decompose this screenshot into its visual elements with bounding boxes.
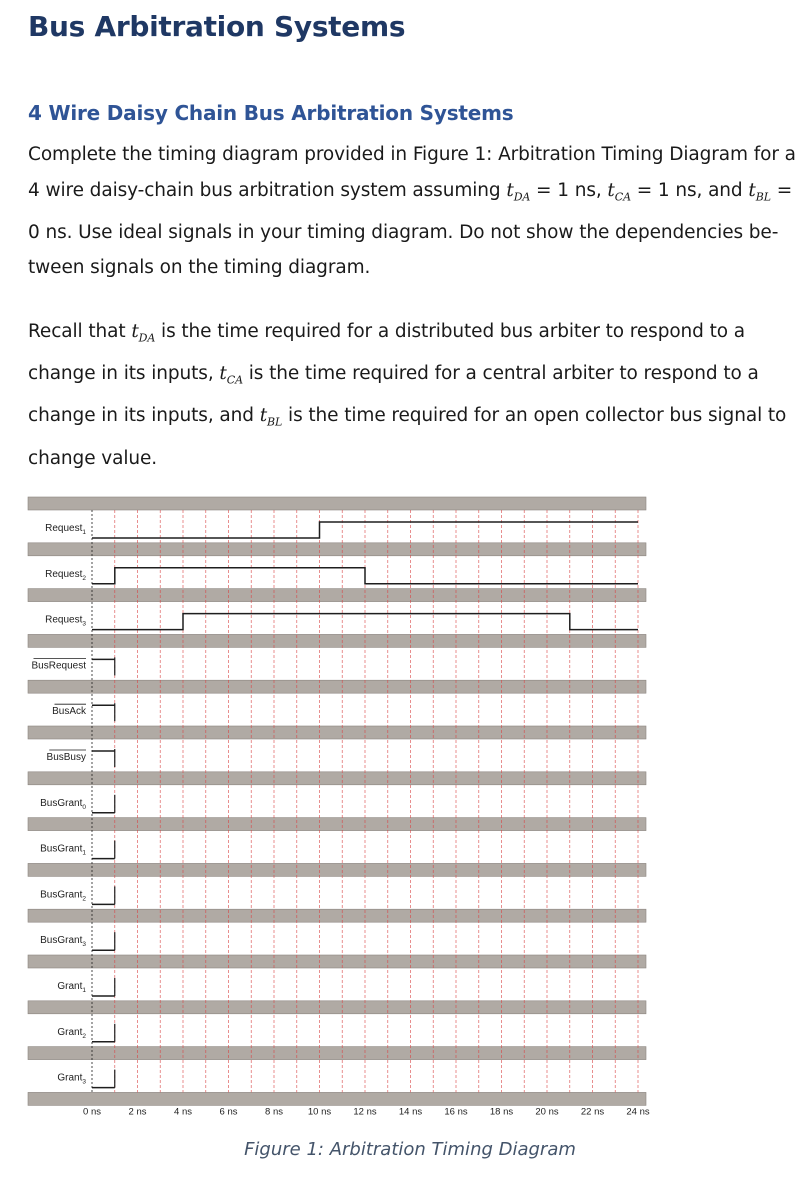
x-tick-label: 18 ns: [489, 1106, 514, 1118]
x-tick-label: 22 ns: [580, 1106, 605, 1118]
t-da-symbol: $t_{DA}$: [506, 179, 531, 204]
signal-label: BusGrant$_2$: [40, 889, 86, 903]
problem-paragraph: [28, 137, 798, 286]
x-tick-label: 2 ns: [128, 1106, 147, 1118]
x-tick-label: 12 ns: [353, 1106, 377, 1118]
p2-part3: is the time required for an open collector bus signal to change value.: [28, 405, 787, 469]
signal-label: BusGrant$_1$: [40, 843, 86, 857]
signal-label: BusGrant$_0$: [40, 797, 86, 811]
separator-band: [28, 1001, 646, 1014]
t-da-symbol: $t_{DA}$: [131, 321, 156, 345]
p1-eq2: = 1 ns, and: [630, 179, 749, 201]
x-tick-label: 8 ns: [265, 1106, 283, 1118]
signal-label: BusRequest: [31, 660, 86, 672]
signal-label: BusAck: [52, 706, 86, 718]
p1-eq3: = 0 ns. Use ideal signals in your timing diagram. Do not show the dependencies be-tween signals on the timing diagram.: [28, 179, 793, 279]
signal-label: BusBusy: [46, 752, 86, 763]
x-tick-label: 20 ns: [535, 1106, 559, 1118]
separator-band: [28, 818, 646, 831]
signal-label: Request$_2$: [45, 568, 86, 582]
signal-label: BusGrant$_3$: [40, 935, 86, 949]
timing-diagram: [0, 490, 804, 1135]
t-ca-symbol: $t_{CA}$: [607, 179, 631, 204]
t-bl-symbol: $t_{BL}$: [748, 179, 771, 204]
separator-band: [28, 909, 646, 922]
recall-paragraph: [28, 314, 798, 476]
t-ca-symbol: $t_{CA}$: [219, 363, 243, 387]
x-tick-label: 10 ns: [307, 1106, 332, 1118]
separator-band: [28, 772, 646, 785]
signal-label: Request$_3$: [45, 614, 86, 628]
separator-band: [28, 863, 646, 876]
separator-band: [28, 589, 646, 602]
x-tick-label: 6 ns: [219, 1106, 238, 1118]
p2-part2: is the time required for a central arbiter to respond to a change in its inputs, and: [28, 363, 759, 427]
waveform: [92, 568, 638, 584]
separator-band: [28, 680, 646, 693]
separator-band: [28, 955, 646, 968]
figure-caption: Figure 1: Arbitration Timing Diagram: [244, 1139, 576, 1160]
p2-part1: is the time required for a distributed bus arbiter to respond to a change in its inputs,: [28, 321, 745, 385]
signal-label: Grant$_2$: [57, 1026, 86, 1040]
x-tick-label: 4 ns: [174, 1106, 192, 1118]
section-title: 4 Wire Daisy Chain Bus Arbitration Systems: [28, 101, 514, 125]
separator-band: [28, 634, 646, 647]
x-tick-label: 24 ns: [626, 1106, 650, 1118]
signal-label: Grant$_1$: [57, 981, 86, 994]
x-tick-label: 0 ns: [83, 1106, 101, 1118]
t-bl-symbol: $t_{BL}$: [259, 405, 283, 430]
separator-band: [28, 1092, 646, 1105]
p1-intro: Complete the timing diagram provided in Figure 1: Arbitration Timing Diagram for a 4 wire daisy-chain bus arbitration system assuming: [28, 144, 796, 201]
x-tick-label: 16 ns: [444, 1106, 468, 1118]
signal-label: Grant$_3$: [57, 1072, 86, 1086]
x-tick-label: 14 ns: [398, 1106, 423, 1118]
signal-label: Request$_1$: [45, 523, 86, 536]
p1-eq1: = 1 ns,: [530, 179, 608, 201]
page-title: Bus Arbitration Systems: [28, 10, 406, 43]
p2-intro: Recall that: [28, 321, 132, 342]
separator-band: [28, 543, 646, 556]
separator-band: [28, 497, 646, 510]
separator-band: [28, 726, 646, 739]
separator-band: [28, 1047, 646, 1060]
